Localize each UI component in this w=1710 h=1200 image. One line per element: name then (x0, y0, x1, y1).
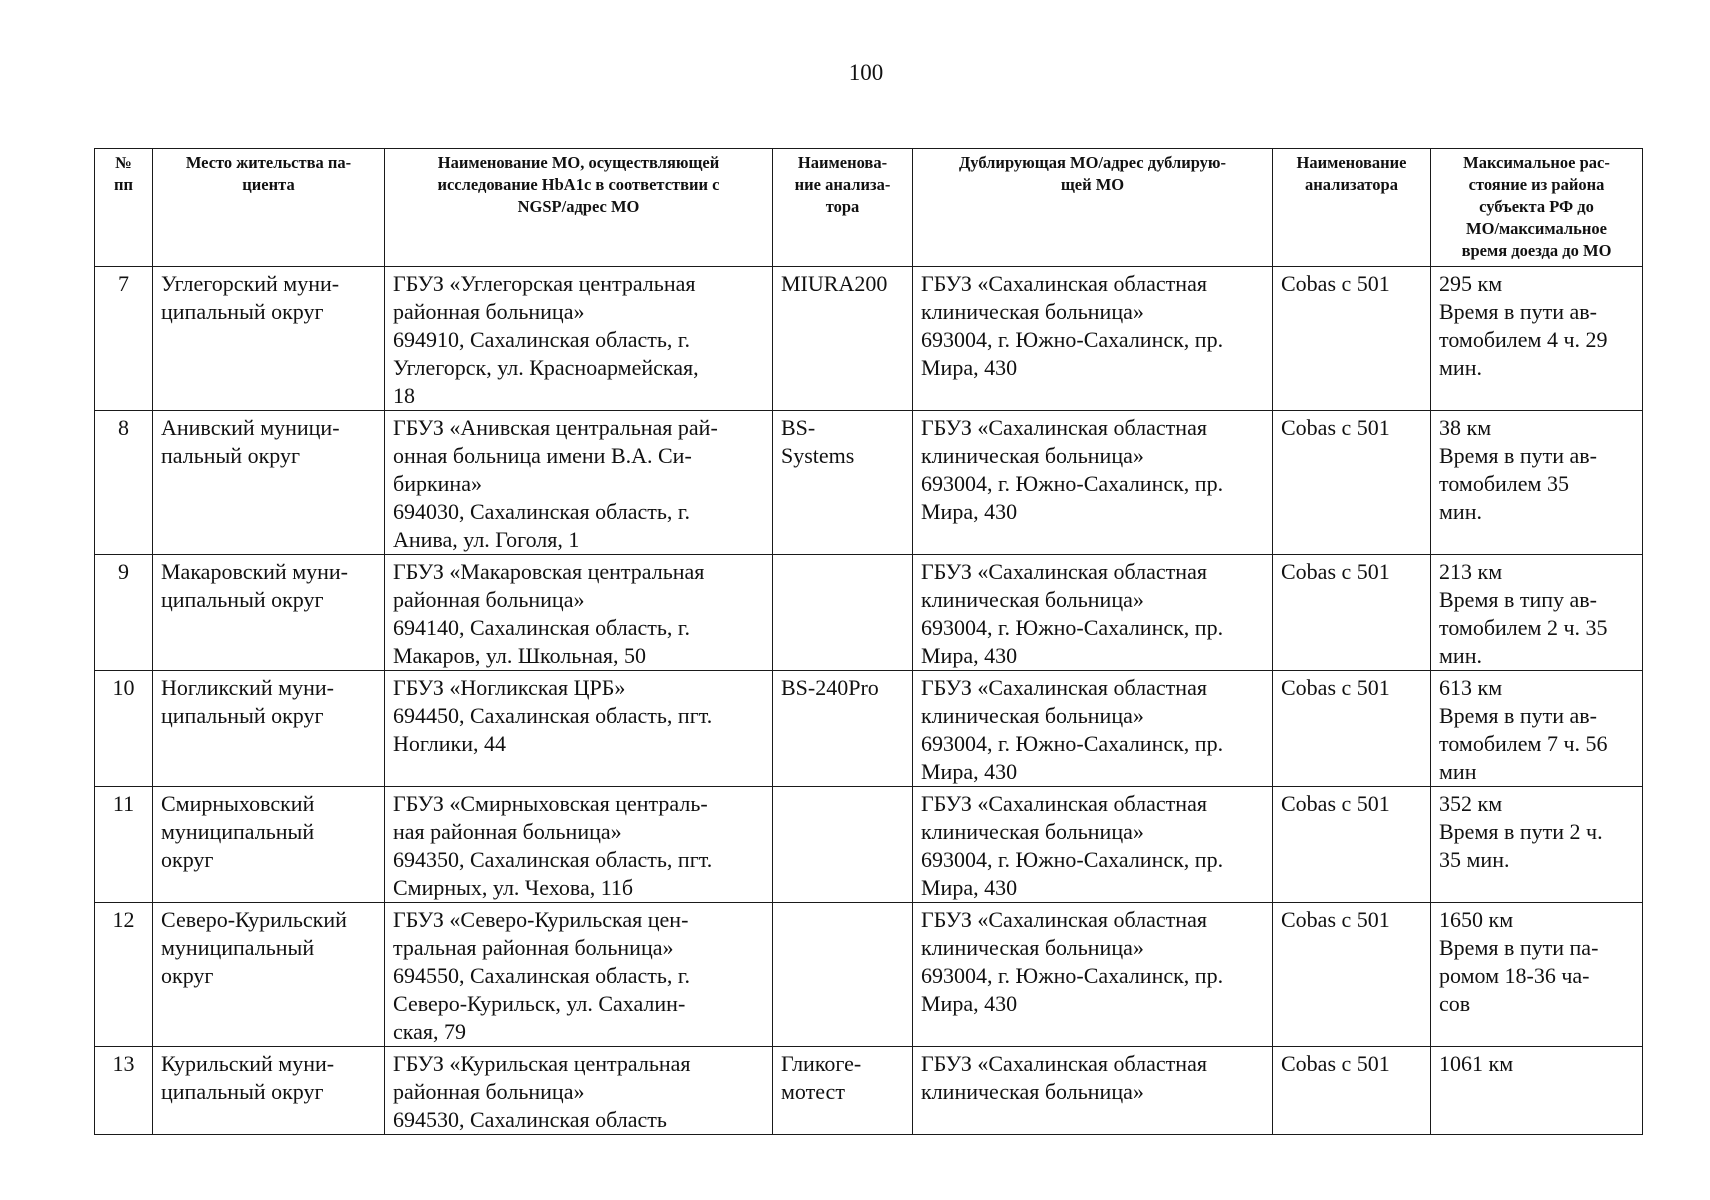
cell-text-line: время доезда до МО (1461, 241, 1612, 260)
cell-text-line: субъекта РФ до (1479, 197, 1594, 216)
cell-text-line: Cobas c 501 (1281, 791, 1390, 816)
cell-analyzer (773, 903, 913, 1047)
cell-num: 10 (95, 671, 153, 787)
cell-analyzer (773, 671, 913, 787)
cell-text-line: МО/максимальное (1466, 219, 1607, 238)
cell-max-distance (1431, 787, 1643, 903)
cell-text-line: ГБУЗ «Сахалинская областная (921, 1051, 1207, 1076)
cell-residence (153, 787, 385, 903)
cell-duplicate-analyzer (1273, 903, 1431, 1047)
cell-text-line: ГБУЗ «Сахалинская областная (921, 559, 1207, 584)
cell-analyzer (773, 267, 913, 411)
cell-text-line: ГБУЗ «Сахалинская областная (921, 415, 1207, 440)
cell-text-line: мин (1439, 759, 1477, 784)
cell-text-line: BS-240Pro (781, 675, 879, 700)
cell-duplicate-mo (913, 671, 1273, 787)
cell-text-line: 694550, Сахалинская область, г. (393, 963, 690, 988)
cell-text-line: Время в пути ав- (1439, 443, 1598, 468)
cell-residence (153, 671, 385, 787)
cell-text-line: ГБУЗ «Курильская центральная (393, 1051, 691, 1076)
cell-analyzer (773, 787, 913, 903)
cell-text-line: № (115, 153, 132, 172)
table-row (95, 555, 1643, 671)
cell-text-line: Наименова- (797, 153, 888, 172)
cell-mo (385, 671, 773, 787)
cell-text-line: Cobas c 501 (1281, 907, 1390, 932)
cell-text-line: Анива, ул. Гоголя, 1 (393, 527, 580, 552)
cell-text-line: Мира, 430 (921, 759, 1018, 784)
header-duplicate-mo (913, 149, 1273, 267)
cell-max-distance (1431, 555, 1643, 671)
cell-text-line: 693004, г. Южно-Сахалинск, пр. (921, 471, 1224, 496)
cell-text-line: 18 (393, 383, 415, 408)
cell-text-line: Ноглики, 44 (393, 731, 507, 756)
header-max-distance (1431, 149, 1643, 267)
table-row (95, 787, 1643, 903)
cell-text-line: Максимальное рас- (1463, 153, 1610, 172)
table-row (95, 903, 1643, 1047)
cell-max-distance (1431, 411, 1643, 555)
cell-text-line: Мира, 430 (921, 991, 1018, 1016)
cell-num: 8 (95, 411, 153, 555)
cell-text-line: Мира, 430 (921, 499, 1018, 524)
page-number: 100 (848, 60, 884, 85)
cell-text-line: ская, 79 (393, 1019, 467, 1044)
cell-text-line: Мира, 430 (921, 875, 1018, 900)
cell-text-line: ГБУЗ «Сахалинская областная (921, 791, 1207, 816)
cell-text-line: ГБУЗ «Сахалинская областная (921, 675, 1207, 700)
table-row (95, 411, 1643, 555)
cell-text-line: Мира, 430 (921, 355, 1018, 380)
cell-text-line: 694140, Сахалинская область, г. (393, 615, 690, 640)
cell-text-line: Северо-Курильский (161, 907, 347, 932)
cell-text-line: ГБУЗ «Сахалинская областная (921, 907, 1207, 932)
cell-text-line: 694530, Сахалинская область (393, 1107, 667, 1132)
cell-residence (153, 1047, 385, 1135)
header-analyzer (773, 149, 913, 267)
cell-text-line: 38 км (1439, 415, 1492, 440)
table-row (95, 267, 1643, 411)
cell-text-line: томобилем 35 (1439, 471, 1569, 496)
cell-text-line: мин. (1439, 643, 1482, 668)
cell-residence (153, 267, 385, 411)
cell-num: 9 (95, 555, 153, 671)
cell-text-line: Макаров, ул. Школьная, 50 (393, 643, 646, 668)
cell-mo (385, 411, 773, 555)
cell-text-line: тральная районная больница» (393, 935, 674, 960)
cell-text-line: муниципальный (161, 819, 315, 844)
cell-duplicate-mo (913, 1047, 1273, 1135)
cell-text-line: ная районная больница» (393, 819, 622, 844)
cell-text-line: Наименование (1296, 153, 1407, 172)
cell-text-line: клиническая больница» (921, 819, 1144, 844)
header-mo (385, 149, 773, 267)
cell-duplicate-mo (913, 903, 1273, 1047)
cell-text-line: исследование HbA1c в соответствии с (437, 175, 720, 194)
cell-text-line: циента (242, 175, 295, 194)
cell-text-line: Макаровский муни- (161, 559, 348, 584)
cell-text-line: сов (1439, 991, 1471, 1016)
header-duplicate-analyzer (1273, 149, 1431, 267)
cell-text-line: мин. (1439, 355, 1482, 380)
cell-text-line: 693004, г. Южно-Сахалинск, пр. (921, 963, 1224, 988)
cell-text-line: Северо-Курильск, ул. Сахалин- (393, 991, 686, 1016)
cell-text-line: 694910, Сахалинская область, г. (393, 327, 690, 352)
cell-text-line: клиническая больница» (921, 443, 1144, 468)
table-row (95, 671, 1643, 787)
cell-num: 12 (95, 903, 153, 1047)
cell-text-line: Курильский муни- (161, 1051, 335, 1076)
cell-num: 13 (95, 1047, 153, 1135)
cell-text-line: NGSP/адрес МО (517, 197, 640, 216)
cell-duplicate-analyzer (1273, 555, 1431, 671)
table-row (95, 1047, 1643, 1135)
cell-text-line: 213 км (1439, 559, 1503, 584)
cell-text-line: 1061 км (1439, 1051, 1514, 1076)
cell-max-distance (1431, 903, 1643, 1047)
cell-text-line: Время в пути ав- (1439, 299, 1598, 324)
cell-duplicate-analyzer (1273, 267, 1431, 411)
cell-mo (385, 903, 773, 1047)
cell-max-distance (1431, 267, 1643, 411)
cell-text-line: тора (825, 197, 860, 216)
cell-text-line: пп (113, 175, 133, 194)
table-header-row (95, 149, 1643, 267)
cell-text-line: Cobas c 501 (1281, 675, 1390, 700)
cell-text-line: пальный округ (161, 443, 300, 468)
cell-text-line: томобилем 7 ч. 56 (1439, 731, 1608, 756)
cell-text-line: районная больница» (393, 587, 585, 612)
cell-mo (385, 787, 773, 903)
cell-text-line: ние анализа- (794, 175, 891, 194)
cell-text-line: Место жительства па- (185, 153, 352, 172)
cell-num: 11 (95, 787, 153, 903)
cell-text-line: 352 км (1439, 791, 1503, 816)
cell-text-line: Ногликский муни- (161, 675, 334, 700)
cell-text-line: Наименование МО, осуществляющей (437, 153, 720, 172)
cell-text-line: 694030, Сахалинская область, г. (393, 499, 690, 524)
cell-analyzer (773, 1047, 913, 1135)
cell-text-line: ГБУЗ «Северо-Курильская цен- (393, 907, 689, 932)
cell-text-line: ципальный округ (161, 299, 324, 324)
cell-text-line: ГБУЗ «Макаровская центральная (393, 559, 705, 584)
cell-residence (153, 903, 385, 1047)
cell-mo (385, 555, 773, 671)
cell-duplicate-mo (913, 267, 1273, 411)
cell-text-line: MIURA200 (781, 271, 888, 296)
cell-text-line: 693004, г. Южно-Сахалинск, пр. (921, 615, 1224, 640)
cell-num: 7 (95, 267, 153, 411)
header-residence (153, 149, 385, 267)
cell-residence (153, 555, 385, 671)
cell-analyzer (773, 411, 913, 555)
cell-text-line: клиническая больница» (921, 1079, 1144, 1104)
cell-text-line: 613 км (1439, 675, 1503, 700)
cell-text-line: ципальный округ (161, 587, 324, 612)
cell-text-line: 693004, г. Южно-Сахалинск, пр. (921, 327, 1224, 352)
cell-max-distance (1431, 1047, 1643, 1135)
header-num (95, 149, 153, 267)
cell-mo (385, 267, 773, 411)
cell-text-line: ципальный округ (161, 1079, 324, 1104)
cell-text-line: BS- (781, 415, 816, 440)
cell-text-line: биркина» (393, 471, 482, 496)
cell-duplicate-mo (913, 787, 1273, 903)
cell-text-line: муниципальный (161, 935, 315, 960)
cell-text-line: Время в пути 2 ч. (1439, 819, 1603, 844)
cell-duplicate-analyzer (1273, 1047, 1431, 1135)
cell-text-line: Systems (781, 443, 855, 468)
cell-text-line: 693004, г. Южно-Сахалинск, пр. (921, 731, 1224, 756)
cell-text-line: томобилем 2 ч. 35 (1439, 615, 1608, 640)
cell-text-line: районная больница» (393, 1079, 585, 1104)
cell-text-line: 694350, Сахалинская область, пгт. (393, 847, 713, 872)
cell-text-line: ГБУЗ «Ногликская ЦРБ» (393, 675, 626, 700)
cell-text-line: Cobas c 501 (1281, 415, 1390, 440)
cell-text-line: томобилем 4 ч. 29 (1439, 327, 1608, 352)
cell-text-line: 694450, Сахалинская область, пгт. (393, 703, 713, 728)
cell-text-line: Смирныховский (161, 791, 315, 816)
cell-text-line: Cobas c 501 (1281, 559, 1390, 584)
cell-text-line: 295 км (1439, 271, 1503, 296)
cell-text-line: ципальный округ (161, 703, 324, 728)
facilities-table (94, 148, 1643, 1135)
cell-text-line: Время в пути ав- (1439, 703, 1598, 728)
cell-text-line: ГБУЗ «Углегорская центральная (393, 271, 696, 296)
cell-duplicate-analyzer (1273, 787, 1431, 903)
cell-text-line: Гликоге- (781, 1051, 862, 1076)
cell-text-line: Мира, 430 (921, 643, 1018, 668)
cell-text-line: округ (161, 963, 214, 988)
cell-mo (385, 1047, 773, 1135)
cell-text-line: Дублирующая МО/адрес дублирую- (958, 153, 1227, 172)
cell-text-line: Время в пути па- (1439, 935, 1599, 960)
cell-text-line: Смирных, ул. Чехова, 11б (393, 875, 634, 900)
cell-text-line: 35 мин. (1439, 847, 1510, 872)
cell-text-line: ромом 18-36 ча- (1439, 963, 1590, 988)
cell-text-line: Углегорский муни- (161, 271, 340, 296)
cell-text-line: клиническая больница» (921, 299, 1144, 324)
cell-residence (153, 411, 385, 555)
cell-text-line: щей МО (1060, 175, 1125, 194)
cell-text-line: анализатора (1305, 175, 1398, 194)
cell-text-line: ГБУЗ «Сахалинская областная (921, 271, 1207, 296)
cell-text-line: мин. (1439, 499, 1482, 524)
cell-text-line: округ (161, 847, 214, 872)
cell-text-line: Анивский муници- (161, 415, 340, 440)
cell-duplicate-mo (913, 555, 1273, 671)
cell-duplicate-analyzer (1273, 671, 1431, 787)
cell-text-line: клиническая больница» (921, 703, 1144, 728)
cell-text-line: 693004, г. Южно-Сахалинск, пр. (921, 847, 1224, 872)
cell-text-line: Углегорск, ул. Красноармейская, (393, 355, 699, 380)
cell-text-line: клиническая больница» (921, 935, 1144, 960)
cell-duplicate-mo (913, 411, 1273, 555)
cell-text-line: ГБУЗ «Смирныховская централь- (393, 791, 708, 816)
cell-text-line: стояние из района (1468, 175, 1605, 194)
cell-text-line: клиническая больница» (921, 587, 1144, 612)
cell-text-line: Время в типу ав- (1439, 587, 1598, 612)
cell-text-line: онная больница имени В.А. Си- (393, 443, 692, 468)
cell-max-distance (1431, 671, 1643, 787)
cell-text-line: районная больница» (393, 299, 585, 324)
cell-text-line: Cobas c 501 (1281, 271, 1390, 296)
cell-analyzer (773, 555, 913, 671)
cell-text-line: ГБУЗ «Анивская центральная рай- (393, 415, 718, 440)
cell-text-line: Cobas c 501 (1281, 1051, 1390, 1076)
cell-text-line: мотест (781, 1079, 845, 1104)
cell-text-line: 1650 км (1439, 907, 1514, 932)
cell-duplicate-analyzer (1273, 411, 1431, 555)
